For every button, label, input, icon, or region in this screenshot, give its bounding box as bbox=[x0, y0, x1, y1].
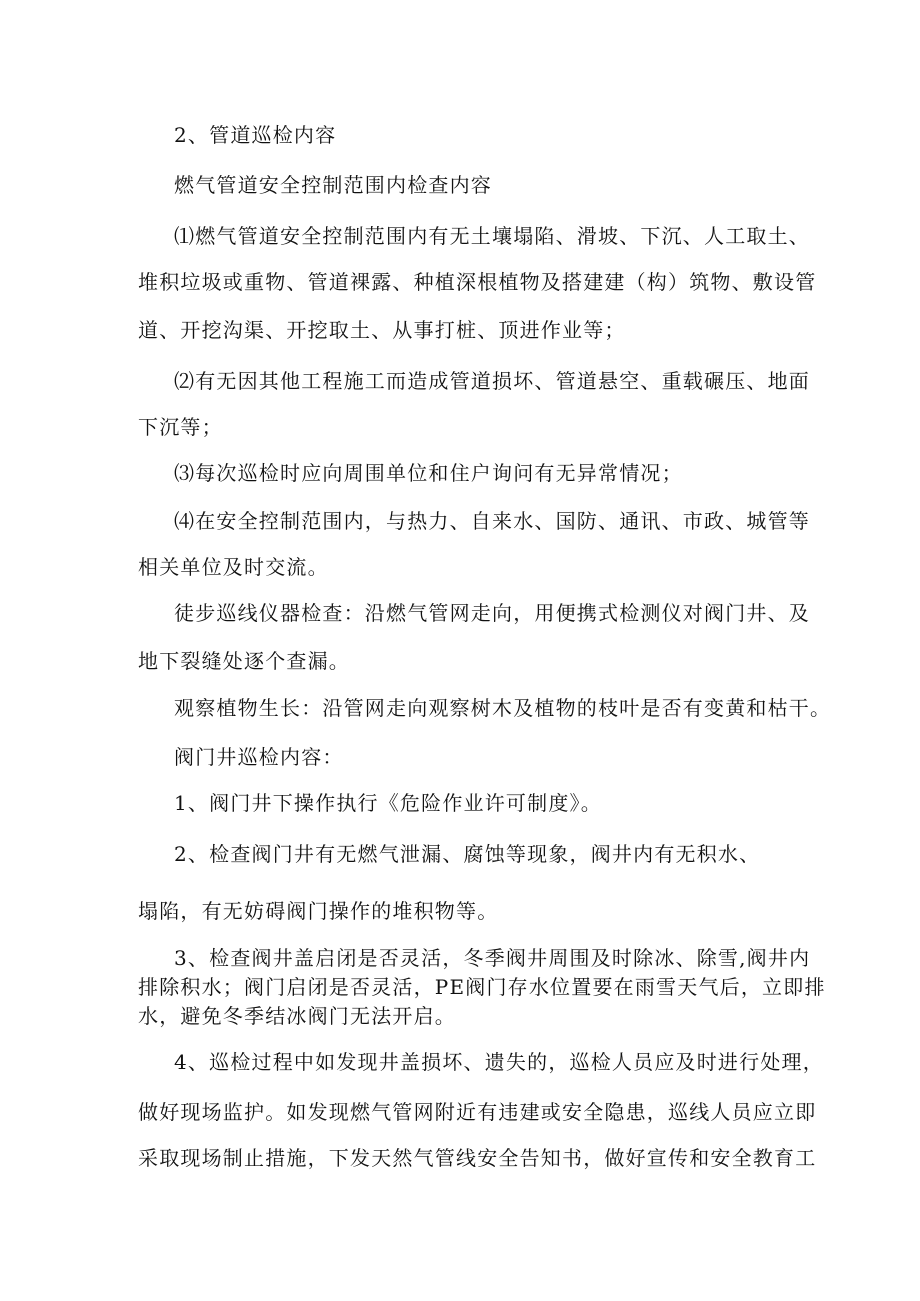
safety-item-1-line-2: 堆积垃圾或重物、管道裸露、种植深根植物及搭建建（构）筑物、敷设管 bbox=[138, 270, 817, 294]
safety-item-4-line-1: ⑷在安全控制范围内，与热力、自来水、国防、通讯、市政、城管等 bbox=[174, 509, 810, 533]
valve-item-4-line-1: 4、巡检过程中如发现井盖损坏、遗失的，巡检人员应及时进行处理， bbox=[174, 1050, 824, 1074]
safety-item-1-line-3: 道、开挖沟渠、开挖取土、从事打桩、顶进作业等； bbox=[138, 318, 626, 342]
safety-item-3-line-1: ⑶每次巡检时应向周围单位和住户询问有无异常情况； bbox=[174, 461, 683, 485]
valve-item-3-line-1: 3、检查阀井盖启闭是否灵活，冬季阀井周围及时除冰、除雪,阀井内 bbox=[174, 946, 811, 970]
valve-item-4-line-3: 采取现场制止措施，下发天然气管线安全告知书，做好宣传和安全教育工 bbox=[138, 1146, 817, 1170]
valve-item-1-line-1: 1、阀门井下操作执行《危险作业许可制度》。 bbox=[174, 791, 602, 815]
safety-zone-title: 燃气管道安全控制范围内检查内容 bbox=[174, 173, 492, 197]
walking-inspection-line-2: 地下裂缝处逐个查漏。 bbox=[138, 649, 350, 673]
valve-item-3-line-3: 水，避免冬季结冰阀门无法开启。 bbox=[138, 1004, 456, 1028]
walking-inspection-line-1: 徒步巡线仪器检查：沿燃气管网走向，用便携式检测仪对阀门井、及 bbox=[174, 601, 810, 625]
safety-item-4-line-2: 相关单位及时交流。 bbox=[138, 555, 329, 579]
valve-item-2-line-1: 2、检查阀门井有无燃气泄漏、腐蚀等现象，阀井内有无积水、 bbox=[174, 842, 761, 866]
valve-item-2-line-2: 塌陷，有无妨碍阀门操作的堆积物等。 bbox=[138, 899, 499, 923]
valve-item-4-line-2: 做好现场监护。如发现燃气管网附近有违建或安全隐患，巡线人员应立即 bbox=[138, 1100, 817, 1124]
vegetation-line-1: 观察植物生长：沿管网走向观察树木及植物的枝叶是否有变黄和枯干。 bbox=[174, 696, 832, 720]
safety-item-2-line-1: ⑵有无因其他工程施工而造成管道损坏、管道悬空、重载碾压、地面 bbox=[174, 369, 810, 393]
safety-item-1-line-1: ⑴燃气管道安全控制范围内有无土壤塌陷、滑坡、下沉、人工取土、 bbox=[174, 224, 810, 248]
valve-well-title: 阀门井巡检内容： bbox=[174, 745, 344, 769]
valve-item-3-line-2: 排除积水；阀门启闭是否灵活，PE阀门存水位置要在雨雪天气后，立即排 bbox=[138, 975, 826, 999]
section-heading: 2、管道巡检内容 bbox=[174, 123, 337, 147]
safety-item-2-line-2: 下沉等； bbox=[138, 415, 223, 439]
